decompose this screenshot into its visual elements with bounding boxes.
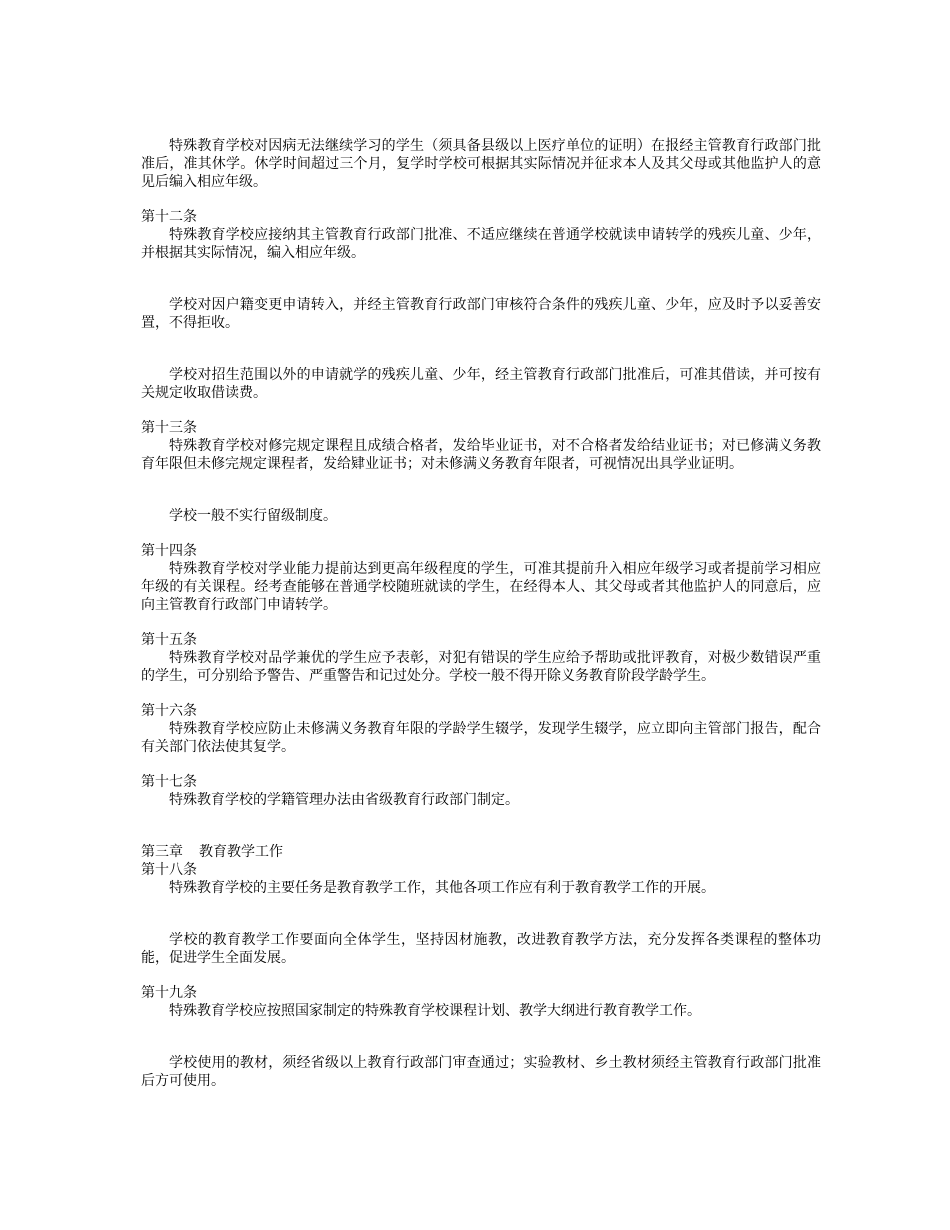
paragraph: 特殊教育学校对修完规定课程且成绩合格者，发给毕业证书，对不合格者发给结业证书；对已修满义务教育年限但未修完规定课程者，发给肄业证书；对未修满义务教育年限者，可视情况出具学业证明。 [141,438,821,472]
article-heading: 第十四条 [141,543,197,559]
article-heading: 第十五条 [141,632,197,648]
article-heading: 第十七条 [141,774,197,790]
paragraph: 学校的教育教学工作要面向全体学生，坚持因材施教，改进教育教学方法，充分发挥各类课程的整体功能，促进学生全面发展。 [141,932,821,966]
article-heading: 第十六条 [141,703,197,719]
paragraph: 特殊教育学校应防止未修满义务教育年限的学龄学生辍学，发现学生辍学，应立即向主管部门报告，配合有关部门依法使其复学。 [141,721,821,755]
paragraph: 特殊教育学校的学籍管理办法由省级教育行政部门制定。 [169,792,519,808]
article-heading: 第十九条 [141,985,197,1001]
paragraph: 学校对因户籍变更申请转入，并经主管教育行政部门审核符合条件的残疾儿童、少年，应及时予以妥善安置，不得拒收。 [141,297,821,331]
paragraph: 学校使用的教材，须经省级以上教育行政部门审查通过；实验教材、乡土教材须经主管教育行政部门批准后方可使用。 [141,1055,821,1089]
article-heading: 第十二条 [141,209,197,225]
article-heading: 第十八条 [141,862,197,878]
paragraph: 特殊教育学校对因病无法继续学习的学生（须具备县级以上医疗单位的证明）在报经主管教育行政部门批准后，准其休学。休学时间超过三个月，复学时学校可根据其实际情况并征求本人及其父母或其他监护人的意见后编入相应年级。 [141,138,821,190]
paragraph: 学校对招生范围以外的申请就学的残疾儿童、少年，经主管教育行政部门批准后，可准其借读，并可按有关规定收取借读费。 [141,367,821,401]
chapter-heading [141,843,821,861]
paragraph: 特殊教育学校应按照国家制定的特殊教育学校课程计划、教学大纲进行教育教学工作。 [169,1003,701,1019]
paragraph: 特殊教育学校对学业能力提前达到更高年级程度的学生，可准其提前升入相应年级学习或者提前学习相应年级的有关课程。经考查能够在普通学校随班就读的学生，在经得本人、其父母或者其他监护人的同意后，应向主管教育行政部门申请转学。 [141,561,821,613]
chapter-label: 第三章 [141,844,183,860]
chapter-title: 教育教学工作 [199,844,283,860]
document-page [141,137,821,1090]
paragraph: 特殊教育学校应接纳其主管教育行政部门批准、不适应继续在普通学校就读申请转学的残疾儿童、少年，并根据其实际情况，编入相应年级。 [141,227,821,261]
paragraph: 特殊教育学校对品学兼优的学生应予表彰，对犯有错误的学生应给予帮助或批评教育，对极少数错误严重的学生，可分别给予警告、严重警告和记过处分。学校一般不得开除义务教育阶段学龄学生。 [141,650,821,684]
paragraph: 学校一般不实行留级制度。 [169,508,337,524]
paragraph: 特殊教育学校的主要任务是教育教学工作，其他各项工作应有利于教育教学工作的开展。 [169,880,715,896]
article-heading: 第十三条 [141,420,197,436]
